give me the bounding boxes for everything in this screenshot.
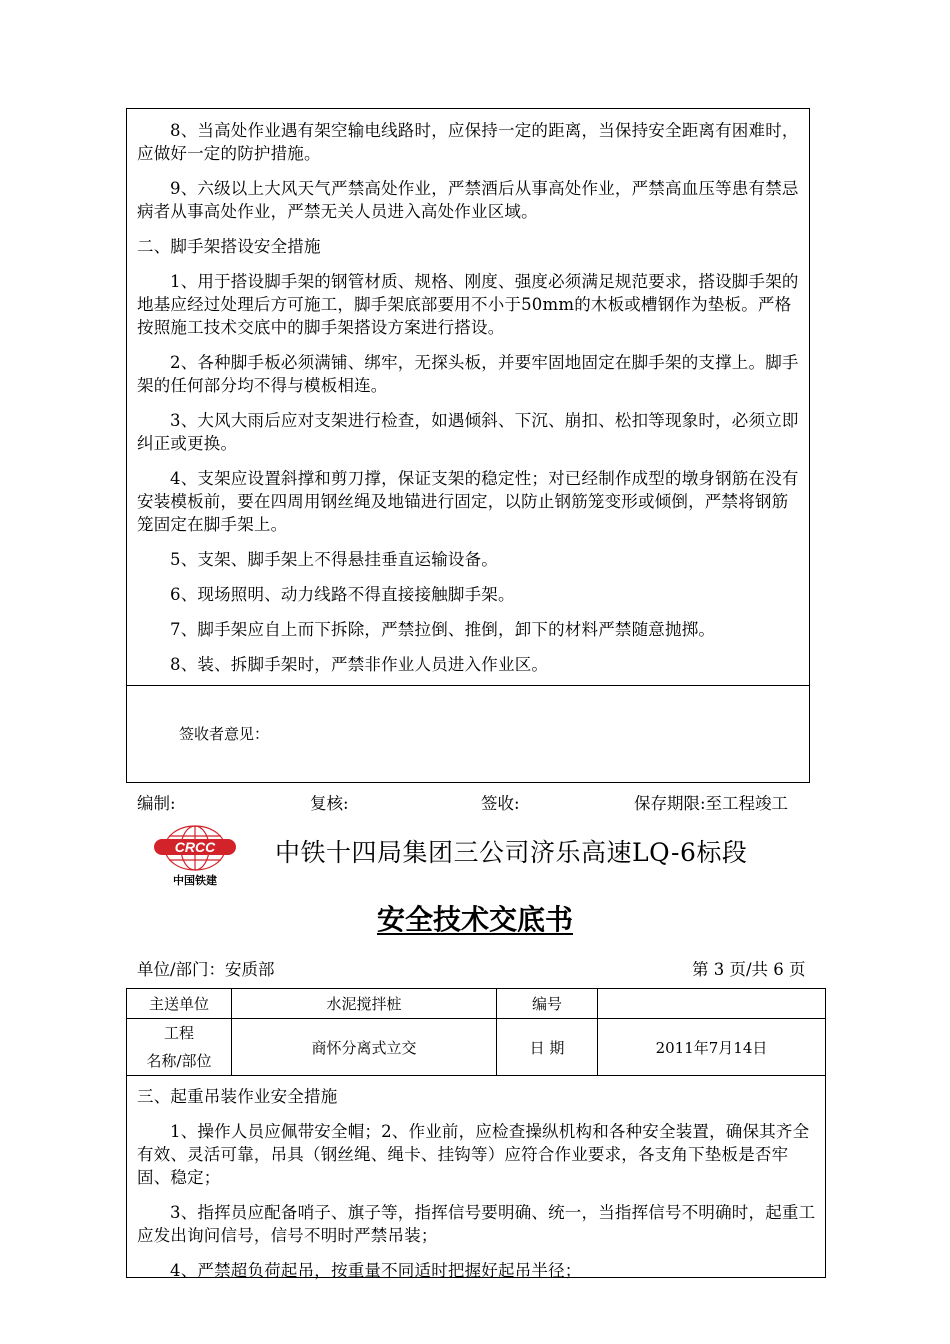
- retention-period: 保存期限:至工程竣工: [634, 794, 789, 813]
- table-row: [127, 1019, 826, 1076]
- info-table: [126, 988, 826, 1076]
- signature-divider: [127, 685, 809, 686]
- project-label: [127, 1019, 232, 1076]
- height-work-item-8: 8、当高处作业遇有架空输电线路时，应保持一定的距离，当保持安全距离有困难时，应做好一定的防护措施。: [137, 121, 799, 163]
- sender-label: 主送单位: [127, 989, 232, 1019]
- safety-measures-box-1: [126, 108, 810, 783]
- unit-department: 单位/部门：安质部: [137, 960, 275, 979]
- lifting-item-4: 4、严禁超负荷起吊，按重量不同适时把握好起吊半径；: [170, 1261, 582, 1280]
- project-label-line-1: 工程: [163, 1024, 194, 1042]
- scaffold-section-heading: 二、脚手架搭设安全措施: [137, 237, 321, 256]
- scaffold-item-1: 1、用于搭设脚手架的钢管材质、规格、刚度、强度必须满足规范要求，搭设脚手架的地基应经过处理后方可施工，脚手架底部要用不小于50mm的木板或槽钢作为垫板。严格按照施工技术交底中的脚手架搭设方案进行搭设。: [137, 272, 799, 337]
- scaffold-item-3: 3、大风大雨后应对支架进行检查，如遇倾斜、下沉、崩扣、松扣等现象时，必须立即纠正或更换。: [137, 411, 799, 453]
- date-value: 2011年7月14日: [598, 1019, 826, 1076]
- lifting-content: [137, 1085, 817, 1294]
- scaffold-item-7: 7、脚手架应自上而下拆除，严禁拉倒、推倒，卸下的材料严禁随意抛掷。: [170, 620, 716, 639]
- measures-content: [137, 119, 801, 688]
- scaffold-item-2: 2、各种脚手板必须满铺、绑牢，无探头板，并要牢固地固定在脚手架的支撑上。脚手架的任何部分均不得与模板相连。: [137, 353, 799, 395]
- logo-sub-text: 中国铁建: [173, 874, 217, 887]
- logo-crcc-text: CRCC: [174, 839, 216, 855]
- page-number: 第 3 页/共 6 页: [692, 960, 806, 979]
- lifting-item-1: 1、操作人员应佩带安全帽；2、作业前，应检查操纵机构和各种安全装置，确保其齐全有效、灵活可靠，吊具（钢丝绳、绳卡、挂钩等）应符合作业要求，各支角下垫板是否牢固、稳定；: [137, 1122, 810, 1187]
- project-label-line-2: 名称/部位: [146, 1052, 212, 1070]
- crcc-logo: [150, 822, 240, 888]
- scaffold-item-4: 4、支架应设置斜撑和剪刀撑，保证支架的稳定性；对已经制作成型的墩身钢筋在没有安装模板前，要在四周用钢丝绳及地锚进行固定，以防止钢筋笼变形或倾倒，严禁将钢筋笼固定在脚手架上。: [137, 469, 799, 534]
- number-value: [598, 989, 826, 1019]
- company-name: 中铁十四局集团三公司济乐高速LQ-6标段: [275, 838, 748, 867]
- scaffold-item-5: 5、支架、脚手架上不得悬挂垂直运输设备。: [170, 550, 498, 569]
- safety-measures-box-2: [126, 1076, 826, 1278]
- signer-opinion-label: 签收者意见：: [179, 725, 270, 743]
- height-work-item-9: 9、六级以上大风天气严禁高处作业，严禁酒后从事高处作业，严禁高血压等患有禁忌病者从事高处作业，严禁无关人员进入高处作业区域。: [137, 179, 799, 221]
- date-label: 日 期: [497, 1019, 598, 1076]
- receiver-label: 签收:: [481, 794, 520, 813]
- scaffold-item-6: 6、现场照明、动力线路不得直接接触脚手架。: [170, 585, 515, 604]
- project-value: 商怀分离式立交: [232, 1019, 497, 1076]
- table-row: [127, 989, 826, 1019]
- number-label: 编号: [497, 989, 598, 1019]
- lifting-section-heading: 三、起重吊装作业安全措施: [137, 1087, 338, 1106]
- document-title: 安全技术交底书: [376, 903, 573, 936]
- scaffold-item-8: 8、装、拆脚手架时，严禁非作业人员进入作业区。: [170, 655, 549, 674]
- sender-value: 水泥搅拌桩: [232, 989, 497, 1019]
- compiler-label: 编制:: [137, 794, 176, 813]
- reviewer-label: 复核:: [310, 794, 349, 813]
- lifting-item-3: 3、指挥员应配备哨子、旗子等，指挥信号要明确、统一，当指挥信号不明确时，起重工应发出询问信号，信号不明时严禁吊装；: [137, 1203, 816, 1245]
